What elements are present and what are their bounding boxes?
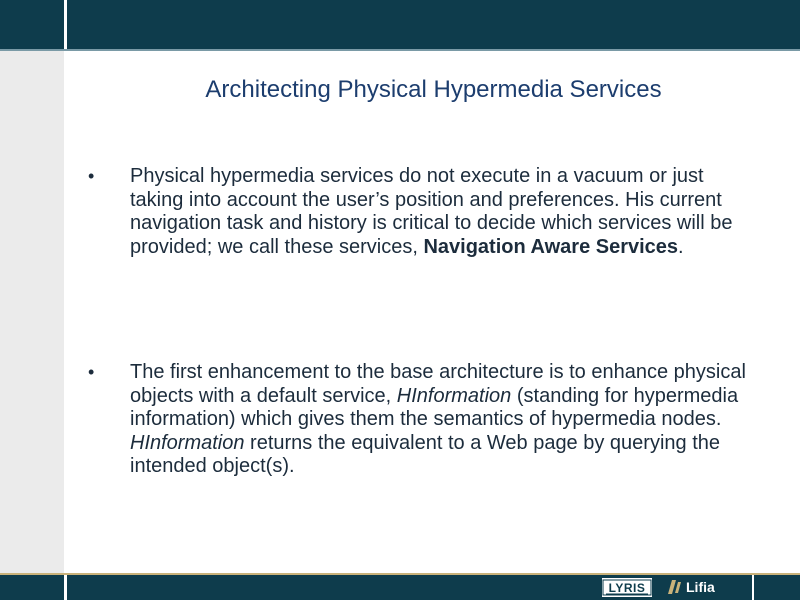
bullet-text-italic: HInformation: [396, 384, 512, 407]
bullet-text-segment: (standing for hypermedia information) which gives them the semantics of hypermedia nodes.: [130, 384, 739, 430]
header-bar: [0, 0, 800, 50]
lifia-logo-mark: [666, 577, 748, 598]
header-bottom-edge: [0, 49, 800, 51]
bullet-text-segment: The first enhancement to the base architecture is to enhance physical objects with a default service,: [130, 361, 746, 407]
svg-text:Lifia: Lifia: [686, 579, 715, 595]
bullet-text: [130, 165, 760, 259]
bullet-text-segment: Physical hypermedia services do not execute in a vacuum or just taking into account the user’s position and preferences. His current navigation task and history is critical to decide which services will be provided; we call these services,: [130, 165, 733, 258]
bullet-text-segment: .: [678, 235, 684, 258]
bullet-marker: •: [88, 166, 95, 186]
left-margin-stripe: [0, 51, 64, 573]
footer-divider-right: [752, 575, 754, 600]
footer-bar: [0, 573, 800, 600]
bullet-text: [130, 361, 760, 479]
bullet-text-segment: returns the equivalent to a Web page by querying the intended object(s).: [130, 431, 720, 477]
footer-divider: [64, 575, 67, 600]
lyris-logo: [601, 577, 653, 598]
bullet-marker: •: [88, 362, 95, 382]
footer-gold-line: [0, 573, 800, 575]
bullet-text-italic: HInformation: [130, 431, 245, 454]
bullet-text-bold: Navigation Aware Services: [423, 235, 679, 258]
header-divider: [64, 0, 67, 50]
lyris-logo-mark: [602, 578, 652, 597]
lifia-logo: [666, 577, 748, 598]
slide-title: Architecting Physical Hypermedia Services: [205, 76, 662, 103]
svg-text:LYRIS: LYRIS: [608, 581, 646, 595]
